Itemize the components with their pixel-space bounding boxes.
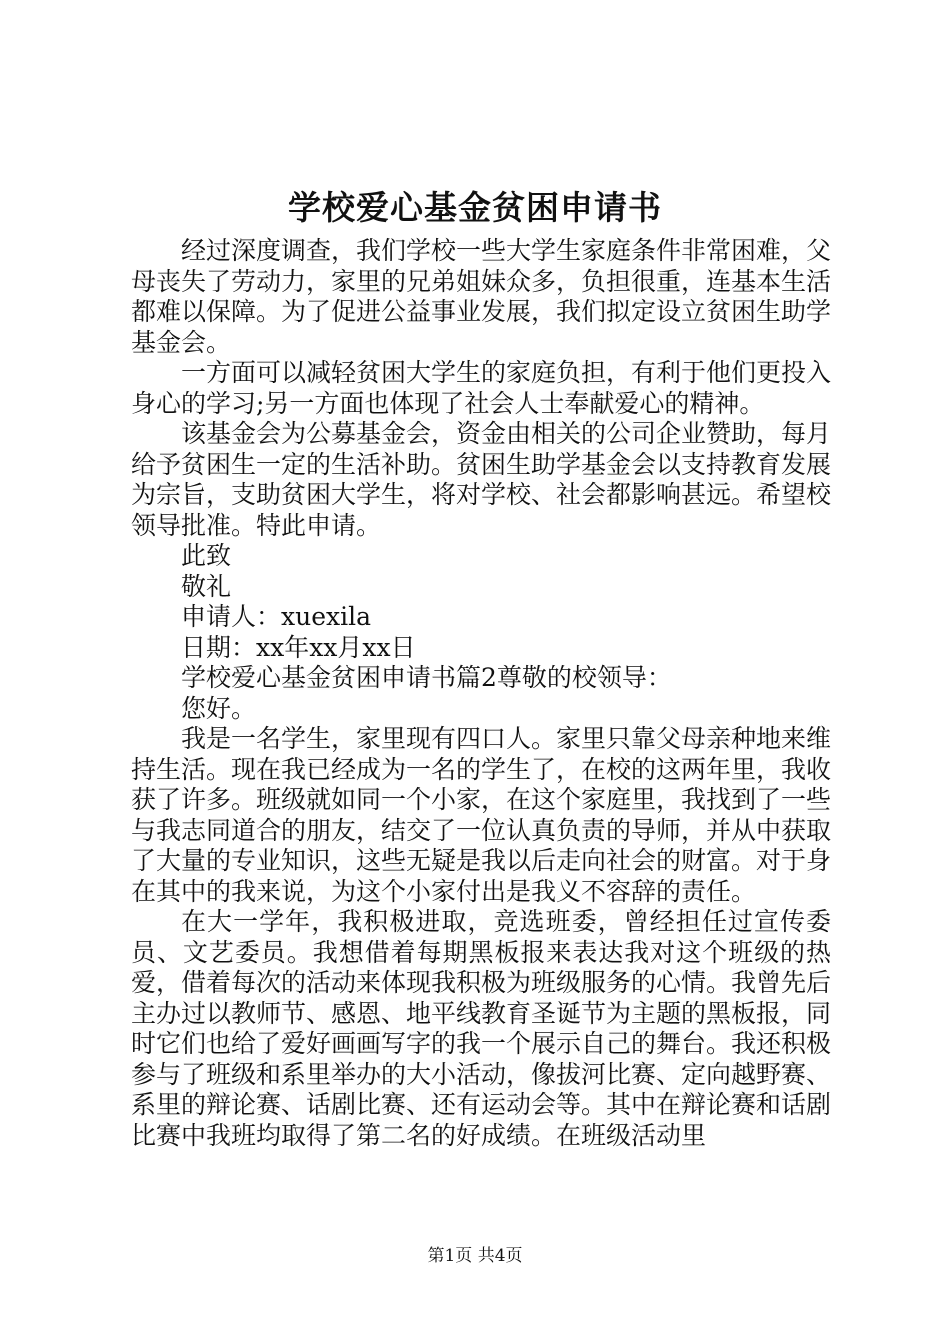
second-letter-header: 学校爱心基金贫困申请书篇2尊敬的校领导： <box>181 663 672 692</box>
paragraph: 在大一学年，我积极进取，竞选班委，曾经担任过宣传委员、文艺委员。我想借着每期黑板报来表达我对这个班级的热爱，借着每次的活动来体现我积极为班级服务的心情。我曾先后主办过以教师节、感恩、地平线教育圣诞节为主题的黑板报，同时它们也给了爱好画画写字的我一个展示自己的舞台。我还积极参与了班级和系里举办的大小活动，像拔河比赛、定向越野赛、系里的辩论赛、话剧比赛、还有运动会等。其中在辩论赛和话剧比赛中我班均取得了第二名的好成绩。在班级活动里 <box>131 907 832 1150</box>
page-footer: 第1页 共4页 <box>427 1246 523 1266</box>
applicant-line: 申请人：xuexila <box>181 602 371 631</box>
paragraph: 该基金会为公募基金会，资金由相关的公司企业赞助，每月给予贫困生一定的生活补助。贫困生助学基金会以支持教育发展为宗旨，支助贫困大学生，将对学校、社会都影响甚远。希望校领导批准。特此申请。 <box>131 419 832 540</box>
salutation-line: 此致 <box>181 541 232 570</box>
date-line: 日期：xx年xx月xx日 <box>181 632 416 662</box>
document-title: 学校爱心基金贫困申请书 <box>288 188 662 227</box>
paragraph: 一方面可以减轻贫困大学生的家庭负担，有利于他们更投入身心的学习;另一方面也体现了社会人士奉献爱心的精神。 <box>131 358 832 418</box>
salutation-line: 敬礼 <box>181 571 232 601</box>
document-body <box>131 236 831 1151</box>
paragraph: 我是一名学生，家里现有四口人。家里只靠父母亲种地来维持生活。现在我已经成为一名的学生了，在校的这两年里，我收获了许多。班级就如同一个小家，在这个家庭里，我找到了一些与我志同道合的朋友，结交了一位认真负责的导师，并从中获取了大量的专业知识，这些无疑是我以后走向社会的财富。对于身在其中的我来说，为这个小家付出是我义不容辞的责任。 <box>131 724 832 906</box>
paragraph: 经过深度调查，我们学校一些大学生家庭条件非常困难，父母丧失了劳动力，家里的兄弟姐妹众多，负担很重，连基本生活都难以保障。为了促进公益事业发展，我们拟定设立贫困生助学基金会。 <box>131 236 832 357</box>
greeting-line: 您好。 <box>181 693 257 723</box>
